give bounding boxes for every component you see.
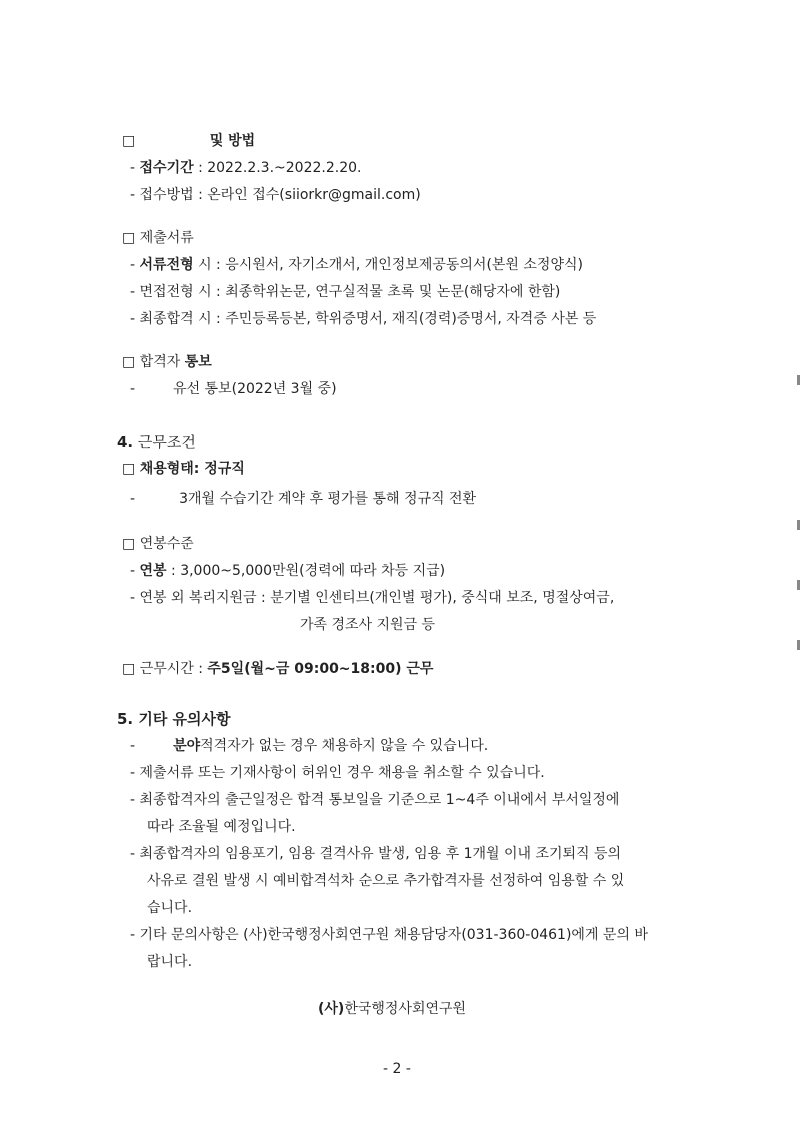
notes-item-cont: 습니다. [147, 900, 193, 916]
notes-item-cont: 랍니다. [147, 954, 193, 970]
checkbox-icon: □ [122, 354, 136, 370]
notes-item: - 제출서류 또는 기재사항이 허위인 경우 채용을 취소할 수 있습니다. [130, 765, 545, 781]
salary-welfare: - 연봉 외 복리지원금 : 분기별 인센티브(개인별 평가), 중식대 보조, 명절상여금, [130, 590, 615, 606]
notes-item-cont: 사유로 결원 발생 시 예비합격석차 순으로 추가합격자를 선정하여 임용할 수 있 [147, 873, 625, 889]
checkbox-icon: □ [122, 661, 136, 677]
page-number: - 2 - [383, 1061, 411, 1077]
checkbox-icon: □ [122, 461, 136, 477]
notes-item: - 최종합격자의 임용포기, 임용 결격사유 발생, 임용 후 1개월 이내 조기퇴직 등의 [130, 846, 622, 862]
notice-title: 합격자 통보 [139, 354, 212, 370]
salary-annual: - 연봉 : 3,000~5,000만원(경력에 따라 차등 지급) [130, 563, 446, 579]
checkbox-icon: □ [122, 230, 136, 246]
checkbox-icon: □ [122, 133, 136, 149]
employment-item: - 3개월 수습기간 계약 후 평가를 통해 정규직 전환 [130, 491, 477, 507]
documents-item: - 면접전형 시 : 최종학위논문, 연구실적물 초록 및 논문(해당자에 한함) [130, 284, 561, 300]
organization-name: (사)한국행정사회연구원 [318, 1001, 467, 1017]
notes-item: - 기타 문의사항은 (사)한국행정사회연구원 채용담당자(031-360-0461)에게 문의 바 [130, 927, 648, 943]
checkbox-icon: □ [122, 536, 136, 552]
notice-item: - 유선 통보(2022년 3월 중) [130, 381, 337, 397]
salary-welfare-cont: 가족 경조사 지원금 등 [300, 617, 436, 633]
salary-title: 연봉수준 [139, 536, 194, 552]
documents-item: - 최종합격 시 : 주민등록등본, 학위증명서, 재직(경력)증명서, 자격증 사본 등 [130, 311, 597, 327]
section-5-heading: 5. 기타 유의사항 [117, 710, 231, 728]
application-period: - 접수기간 : 2022.2.3.~2022.2.20. [130, 160, 362, 176]
employment-title: 채용형태: 정규직 [139, 461, 245, 477]
documents-title: 제출서류 [139, 230, 194, 246]
notes-item: - 분야적격자가 없는 경우 채용하지 않을 수 있습니다. [130, 738, 489, 754]
application-title: 및 방법 [209, 133, 256, 149]
section-4-heading: 4. 근무조건 [117, 433, 196, 451]
documents-item: - 서류전형 시 : 응시원서, 자기소개서, 개인정보제공동의서(본원 소정양식) [130, 257, 583, 273]
notes-item: - 최종합격자의 출근일정은 합격 통보일을 기준으로 1~4주 이내에서 부서일정에 [130, 792, 620, 808]
application-method: - 접수방법 : 온라인 접수(siiorkr@gmail.com) [130, 187, 421, 203]
notes-item-cont: 따라 조율될 예정입니다. [147, 819, 296, 835]
work-hours: 근무시간 : 주5일(월~금 09:00~18:00) 근무 [139, 661, 434, 677]
